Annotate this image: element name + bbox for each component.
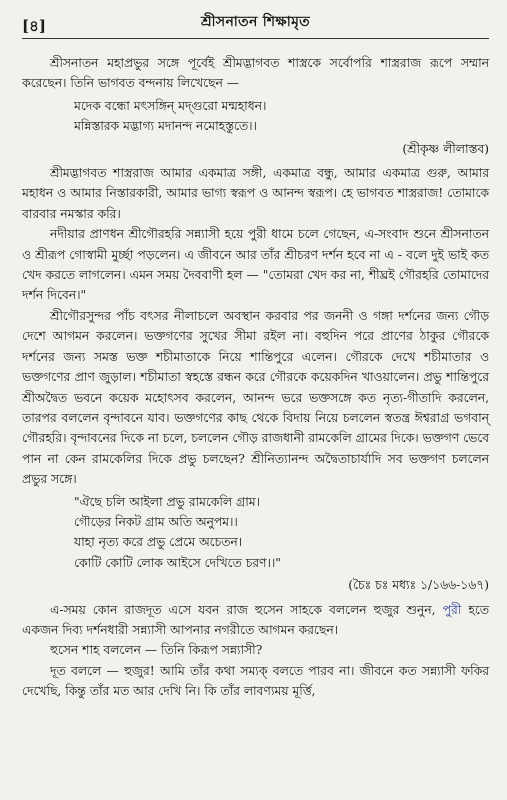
page-header	[22, 8, 489, 39]
paragraph-3: নদীয়ার প্রাণধন শ্রীগৌরহরি সন্ন্যাসী হয়ে পুরী ধামে চলে গেছেন, এ-সংবাদ শুনে শ্রীসনাতন ও শ্রীরূপ গোস্বামী মুর্চ্ছা পড়লেন। এ জীবনে আর তাঁর শ্রীচরণ দর্শন হবে না এ - বলে দুই ভাই কত খেদ করতে লাগলেন। এমন সময় দৈববাণী হল — "তোমরা খেদ কর না, শীঘ্রই গৌরহরি তোমাদের দর্শন দিবেন।"	[22, 227, 489, 303]
paragraph-1: শ্রীসনাতন মহাপ্রভুর সঙ্গে পূর্বেই শ্রীমদ্ভাগবত শাস্ত্রকে সর্বোপরি শাস্ত্ররাজ রূপে সম্মান করেছেন। তিনি ভাগবত বন্দনায় লিখেছেন —	[22, 56, 489, 91]
verse-line: কোটি কোটি লোক আইসে দেখিতে চরণ।।"	[74, 555, 281, 570]
verse-block-1	[74, 96, 489, 137]
verse-line: মন্নিস্তারক মদ্ভাগ্য মদানন্দ নমোহস্তুতে।।	[74, 119, 257, 134]
paragraph-7: দূত বললে — হুজুর! আমি তাঁর কথা সম্যক্ বলতে পারব না। জীবনে কত সন্ন্যাসী ফকির দেখেছি, কিন্তু তাঁর মত আর দেখি নি। কি তাঁর লাবণ্যময় মূর্ত্তি,	[22, 663, 489, 699]
paragraph-2: শ্রীমদ্ভাগবত শাস্ত্ররাজ আমার একমাত্র সঙ্গী, একমাত্র বন্ধু, আমার একমাত্র গুরু, আমার মহাধন ও আমার নিস্তারকারী, আমার ভাগ্য স্বরূপ ও আনন্দ স্বরূপ। হে ভাগবত শাস্ত্ররাজ! তোমাকে বারবার নমস্কার করি।	[22, 166, 489, 221]
paragraph-5-rest: হতে একজন দিব্য দর্শনধারী সন্ন্যাসী আপনার নগরীতে আগমন করছেন।	[22, 602, 489, 637]
verse-line: গৌড়ের নিকট গ্রাম অতি অনুপম।।	[74, 514, 238, 529]
verse-line: মদেক বন্ধো মৎসঙ্গিন্ মদ্গুরো মন্মহাধন।	[74, 98, 267, 113]
verse-line: যাহা নৃত্য করে প্রভু প্রেমে অচেতন।	[74, 535, 243, 550]
paragraph-4: শ্রীগৌরসুন্দর পাঁচ বৎসর নীলাচলে অবস্থান করবার পর জননী ও গঙ্গা দর্শনের জন্য গৌড় দেশে আগমন করলেন। ভক্তগণের সুখের সীমা রইল না। বহুদিন পরে প্রাণের ঠাকুর গৌরকে দর্শনের জন্য সমস্ত ভক্ত শচীমাতাকে নিয়ে শান্তিপুরে এলেন। গৌরকে দেখে শচীমাতার ও ভক্তগণের প্রাণ জুড়াল। শচীমাতা স্বহস্তে রন্ধন করে গৌরকে কয়েকদিন খাওয়ালেন। প্রভু শান্তিপুরে শ্রীঅদ্বৈত ভবনে কয়েক মহোৎসব করলেন, আনন্দ ভরে ভক্তসঙ্গে কত নৃত্য-গীতাদি করলেন, তারপর বললেন বৃন্দাবনে যাব। ভক্তগণের কাছ থেকে বিদায় নিয়ে চললেন স্বতন্ত্র ঈশ্বরাগ্র ভগবান্ গৌরহরি। বৃন্দাবনের দিকে না চলে, চললেন গৌড় রাজধানী রামকেলি গ্রামের দিকে। ভক্তগণ ভেবে পান না কেন রামকেলির দিকে প্রভু চলছেন? শ্রীনিত্যানন্দ অদ্বৈতাচার্যাদি সব ভক্তগণ চললেন প্রভুর সঙ্গে।	[22, 308, 490, 487]
verse-line: "ঐছে চলি আইলা প্রভু রামকেলি গ্রাম।	[74, 494, 260, 509]
citation-2: (চৈঃ চঃ মধ্যঃ ১/১৬৬-১৬৭)	[348, 578, 489, 593]
paragraph-5-highlight: পুরী	[442, 602, 462, 617]
paragraph-6: হুসেন শাহ বললেন — তিনি কিরূপ সন্ন্যাসী?	[50, 643, 263, 658]
paragraph-5	[22, 600, 489, 641]
citation-1: (শ্রীকৃষ্ণ লীলাস্তব)	[402, 141, 489, 156]
verse-block-2	[74, 492, 489, 574]
paragraph-5-lead: এ-সময় কোন রাজদূত এসে যবন রাজ হুসেন সাহকে বললেন হুজুর শুনুন,	[50, 602, 443, 617]
running-title: শ্রীসনাতন শিক্ষামৃত	[201, 14, 310, 30]
page-number: [৪]	[22, 17, 46, 35]
